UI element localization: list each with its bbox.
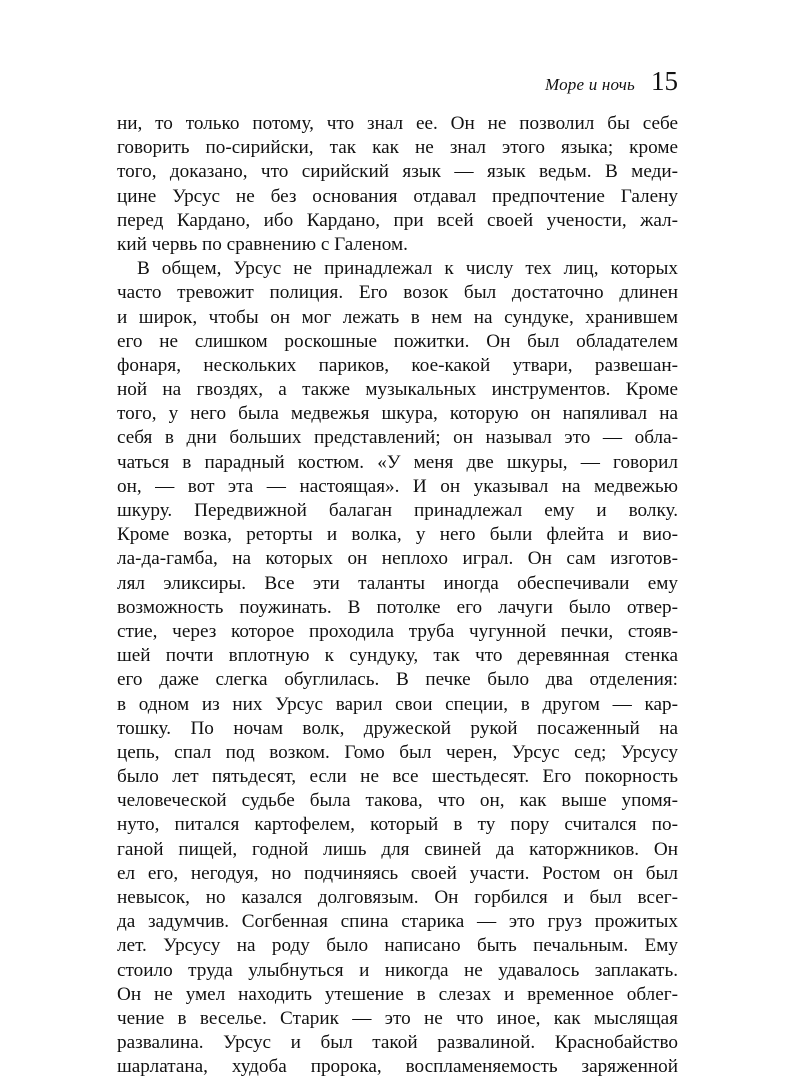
text-line: невысок, но казался долговязым. Он горбился и был всег- — [117, 887, 678, 908]
text-line: нуто, питался картофелем, который в ту пору считался по- — [117, 814, 678, 836]
text-line: Он не умел находить утешение в слезах и временное облег- — [117, 983, 678, 1005]
text-line: ни, то только потому, что знал ее. Он не позволил бы себе — [117, 113, 678, 134]
text-line: лет. Урсусу на роду было написано быть печальным. Ему — [117, 935, 678, 957]
text-line: его не слишком роскошные пожитки. Он был обладателем — [117, 330, 678, 352]
text-line: того, у него была медвежья шкура, которую он напяливал на — [117, 403, 678, 425]
page-number: 15 — [651, 66, 678, 96]
text-line: себя в дни больших представлений; он называл это — обла- — [117, 427, 678, 449]
text-line: цине Урсус не без основания отдавал предпочтение Галену — [117, 185, 678, 207]
text-line: и широк, чтобы он мог лежать в нем на сундуке, хранившем — [117, 306, 678, 328]
text-line: часто тревожит полиция. Его возок был достаточно длинен — [117, 282, 678, 304]
text-line: возможность поужинать. В потолке его лачуги было отвер- — [117, 596, 678, 618]
text-line: чаться в парадный костюм. «У меня две шкуры, — говорил — [117, 451, 678, 473]
running-header — [545, 66, 678, 97]
text-line: говорить по-сирийски, так как не знал этого языка; кроме — [117, 137, 678, 159]
text-line: ной на гвоздях, а также музыкальных инструментов. Кроме — [117, 379, 678, 401]
body-text — [117, 112, 678, 1080]
text-line: его даже слегка обуглилась. В печке было два отделения: — [117, 669, 678, 691]
running-header-title: Море и ночь — [544, 75, 635, 94]
text-line: лял эликсиры. Все эти таланты иногда обеспечивали ему — [117, 572, 678, 594]
text-line: ганой пищей, годной лишь для свиней да каторжников. Он — [117, 838, 678, 860]
text-line: в одном из них Урсус варил свои специи, в другом — кар- — [117, 693, 678, 715]
text-line: развалина. Урсус и был такой развалиной. Краснобайство — [117, 1032, 678, 1054]
text-line: фонаря, нескольких париков, кое-какой утвари, развешан- — [117, 354, 678, 376]
text-line: кий червь по сравнению с Галеном. — [117, 233, 408, 255]
text-line: ел его, негодуя, но подчиняясь своей участи. Ростом он был — [117, 862, 678, 884]
paragraph-first-line: В общем, Урсус не принадлежал к числу тех лиц, которых — [137, 258, 678, 280]
text-line: того, доказано, что сирийский язык — язык ведьм. В меди- — [117, 161, 678, 183]
text-line: стие, через которое проходила труба чугунной печки, стояв- — [117, 620, 678, 642]
text-line: он, — вот эта — настоящая». И он указывал на медвежью — [117, 475, 678, 497]
text-line: Кроме возка, реторты и волка, у него были флейта и вио- — [117, 524, 678, 546]
text-line: перед Кардано, ибо Кардано, при всей своей учености, жал- — [117, 209, 678, 231]
text-line: было лет пятьдесят, если не все шестьдесят. Его покорность — [117, 766, 678, 788]
text-line: стоило труда улыбнуться и никогда не удавалось заплакать. — [117, 959, 678, 981]
text-line: да задумчив. Согбенная спина старика — это груз прожитых — [117, 911, 678, 933]
text-line: тошку. По ночам волк, дружеской рукой посаженный на — [117, 717, 678, 739]
text-line: шкуру. Передвижной балаган принадлежал ему и волку. — [117, 500, 678, 521]
text-line: шарлатана, худоба пророка, воспламеняемость заряженной — [117, 1056, 678, 1078]
text-line: человеческой судьбе была такова, что он, как выше упомя- — [117, 790, 678, 812]
text-line: шей почти вплотную к сундуку, так что деревянная стенка — [117, 645, 678, 667]
text-line: чение в веселье. Старик — это не что иное, как мыслящая — [117, 1007, 678, 1029]
text-line: ла-да-гамба, на которых он неплохо играл. Он сам изготов- — [117, 548, 678, 570]
text-line: цепь, спал под возком. Гомо был черен, Урсус сед; Урсусу — [117, 741, 678, 763]
